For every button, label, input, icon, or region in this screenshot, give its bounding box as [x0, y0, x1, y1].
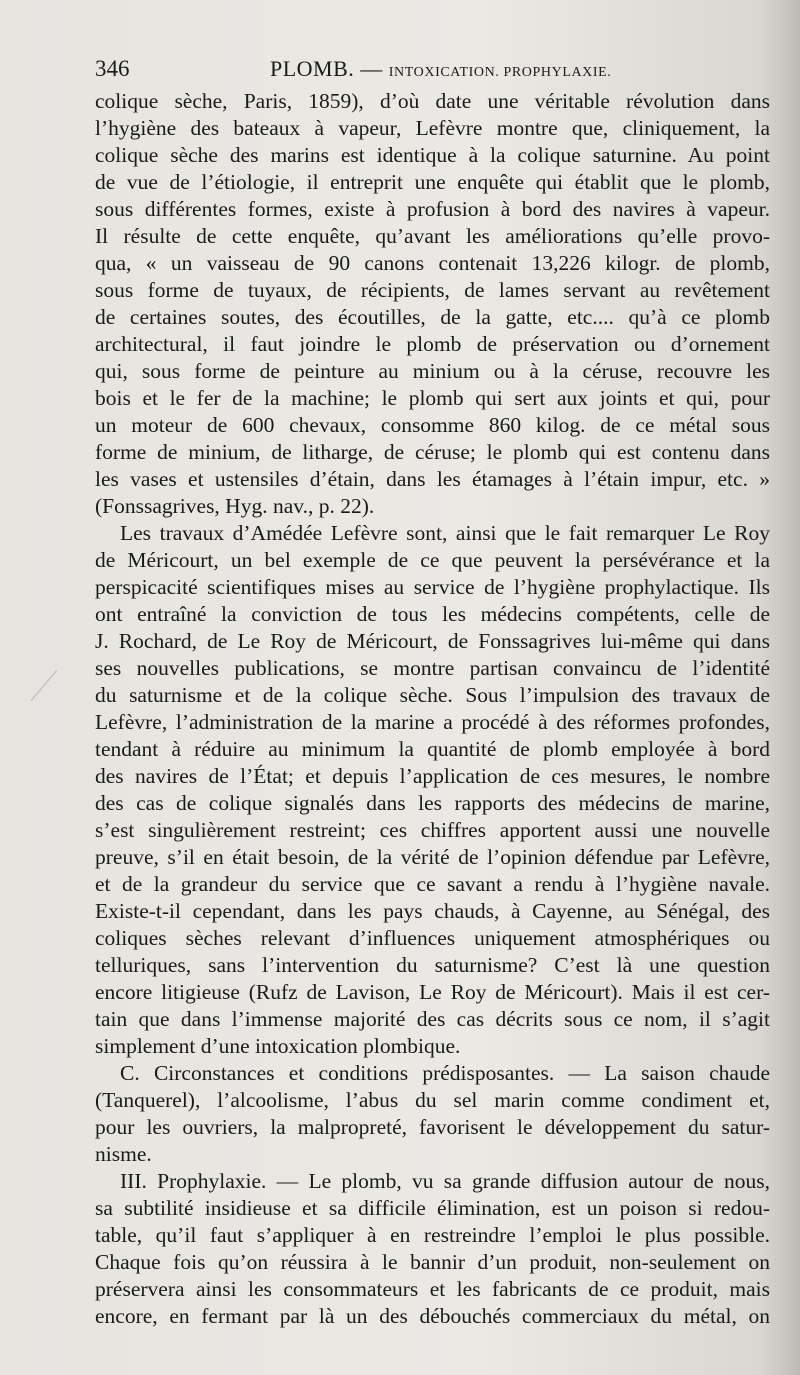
text-line: encore, en fermant par là un des débouchés commerciaux du métal, on: [95, 1304, 770, 1328]
body-text: [95, 88, 770, 1330]
text-line: les vases et ustensiles d’étain, dans les étamages à l’étain impur, etc. »: [95, 467, 770, 491]
text-line: un moteur de 600 chevaux, consomme 860 kilog. de ce métal sous: [95, 413, 770, 437]
running-head-subtitle: INTOXICATION. PROPHYLAXIE.: [388, 65, 612, 80]
text-line: sous différentes formes, existe à profusion à bord des navires à vapeur.: [95, 197, 770, 221]
text-line: tendant à réduire au minimum la quantité de plomb employée à bord: [95, 737, 770, 761]
text-line: Chaque fois qu’on réussira à le bannir d’un produit, non-seulement on: [95, 1250, 770, 1274]
text-line: ont entraîné la conviction de tous les médecins compétents, celle de: [95, 602, 770, 626]
text-line: nisme.: [95, 1142, 152, 1166]
text-line: encore litigieuse (Rufz de Lavison, Le Roy de Méricourt). Mais il est cer-: [95, 980, 770, 1004]
text-line: Existe-t-il cependant, dans les pays chauds, à Cayenne, au Sénégal, des: [95, 899, 770, 923]
text-line: des navires de l’État; et depuis l’application de ces mesures, le nombre: [95, 764, 770, 788]
text-line: de Méricourt, un bel exemple de ce que peuvent la persévérance et la: [95, 548, 770, 572]
page-mark: [31, 670, 80, 721]
text-line: Les travaux d’Amédée Lefèvre sont, ainsi que le fait remarquer Le Roy: [120, 521, 770, 545]
text-line: J. Rochard, de Le Roy de Méricourt, de Fonssagrives lui-même qui dans: [95, 629, 770, 653]
text-line: simplement d’une intoxication plombique.: [95, 1034, 461, 1058]
text-line: table, qu’il faut s’appliquer à en restreindre l’emploi le plus possible.: [95, 1223, 770, 1247]
text-line: architectural, il faut joindre le plomb de préservation ou d’ornement: [95, 332, 770, 356]
text-line: qui, sous forme de peinture au minium ou à la céruse, recouvre les: [95, 359, 770, 383]
text-line: telluriques, sans l’intervention du saturnisme? C’est là une question: [95, 953, 770, 977]
text-line: de certaines soutes, des écoutilles, de la gatte, etc.... qu’à ce plomb: [95, 305, 770, 329]
text-line: sa subtilité insidieuse et sa difficile élimination, est un poison si redou-: [95, 1196, 770, 1220]
text-line: de vue de l’étiologie, il entreprit une enquête qui établit que le plomb,: [95, 170, 770, 194]
text-line: Lefèvre, l’administration de la marine a procédé à des réformes profondes,: [95, 710, 770, 734]
running-head-title: PLOMB.: [270, 56, 355, 81]
text-line: colique sèche des marins est identique à la colique saturnine. Au point: [95, 143, 770, 167]
text-line: forme de minium, de litharge, de céruse; le plomb qui est contenu dans: [95, 440, 770, 464]
text-line: pour les ouvriers, la malpropreté, favorisent le développement du satur-: [95, 1115, 770, 1139]
page-header: [95, 56, 785, 86]
page-number: 346: [95, 56, 130, 81]
text-line: preuve, s’il en était besoin, de la vérité de l’opinion défendue par Lefèvre,: [95, 845, 770, 869]
text-line: et de la grandeur du service que ce savant a rendu à l’hygiène navale.: [95, 872, 770, 896]
text-line: colique sèche, Paris, 1859), d’où date une véritable révolution dans: [95, 89, 770, 113]
text-line: du saturnisme et de la colique sèche. Sous l’impulsion des travaux de: [95, 683, 770, 707]
text-line: (Fonssagrives, Hyg. nav., p. 22).: [95, 494, 375, 518]
text-line: tain que dans l’immense majorité des cas décrits sous ce nom, il s’agit: [95, 1007, 770, 1031]
text-line: Il résulte de cette enquête, qu’avant les améliorations qu’elle provo-: [95, 224, 770, 248]
text-line: l’hygiène des bateaux à vapeur, Lefèvre montre que, cliniquement, la: [95, 116, 770, 140]
text-line: sous forme de tuyaux, de récipients, de lames servant au revêtement: [95, 278, 770, 302]
text-line: coliques sèches relevant d’influences uniquement atmosphériques ou: [95, 926, 770, 950]
text-line: perspicacité scientifiques mises au service de l’hygiène prophylactique. Ils: [95, 575, 770, 599]
text-line: C. Circonstances et conditions prédisposantes. — La saison chaude: [120, 1061, 770, 1085]
text-line: III. Prophylaxie. — Le plomb, vu sa grande diffusion autour de nous,: [120, 1169, 770, 1193]
text-line: ses nouvelles publications, se montre partisan convaincu de l’identité: [95, 656, 770, 680]
text-line: bois et le fer de la machine; le plomb qui sert aux joints et qui, pour: [95, 386, 770, 410]
text-line: qua, « un vaisseau de 90 canons contenait 13,226 kilogr. de plomb,: [95, 251, 770, 275]
text-line: s’est singulièrement restreint; ces chiffres apportent aussi une nouvelle: [95, 818, 770, 842]
text-line: des cas de colique signalés dans les rapports des médecins de marine,: [95, 791, 770, 815]
text-line: (Tanquerel), l’alcoolisme, l’abus du sel marin comme condiment et,: [95, 1088, 770, 1112]
text-line: préservera ainsi les consommateurs et les fabricants de ce produit, mais: [95, 1277, 770, 1301]
running-head: [270, 56, 611, 82]
running-head-dash: —: [360, 56, 383, 81]
